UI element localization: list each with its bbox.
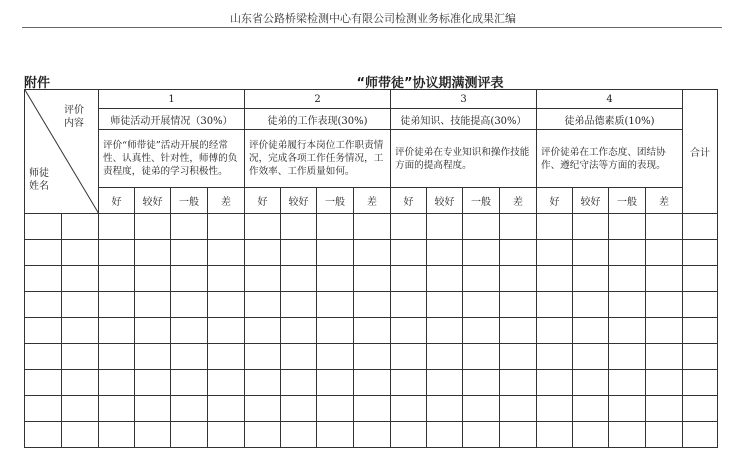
grade-good: 好 [245,188,281,214]
score-cell[interactable] [537,240,573,266]
score-cell[interactable] [171,396,208,422]
score-cell[interactable] [646,318,683,344]
score-cell[interactable] [646,240,683,266]
total-cell[interactable] [683,396,718,422]
score-cell[interactable] [646,422,683,448]
group-number: 1 [99,90,245,109]
score-cell[interactable] [354,240,391,266]
grade-good: 好 [537,188,573,214]
score-cell[interactable] [391,422,427,448]
score-cell[interactable] [135,370,171,396]
data-rows [25,214,718,448]
score-cell[interactable] [135,214,171,240]
total-cell[interactable] [683,292,718,318]
page-header: 山东省公路桥梁检测中心有限公司检测业务标准化成果汇编 [230,12,516,25]
mentor-name-cell[interactable] [25,214,62,240]
score-cell[interactable] [500,396,537,422]
diagonal-line [25,90,99,214]
score-cell[interactable] [391,396,427,422]
table-row [25,266,718,292]
apprentice-name-cell[interactable] [62,370,99,396]
table-row [25,422,718,448]
score-cell[interactable] [99,214,135,240]
score-cell[interactable] [391,318,427,344]
score-cell[interactable] [317,344,354,370]
score-cell[interactable] [317,318,354,344]
mentor-name-cell[interactable] [25,422,62,448]
total-cell[interactable] [683,214,718,240]
apprentice-name-cell[interactable] [62,292,99,318]
apprentice-name-cell[interactable] [62,214,99,240]
score-cell[interactable] [208,396,245,422]
score-cell[interactable] [463,240,500,266]
score-cell[interactable] [609,370,646,396]
score-cell[interactable] [646,266,683,292]
table-row [25,214,718,240]
grade-average: 一般 [317,188,354,214]
score-cell[interactable] [99,422,135,448]
score-cell[interactable] [573,344,609,370]
score-cell[interactable] [573,240,609,266]
score-cell[interactable] [245,240,281,266]
grade-poor: 差 [500,188,537,214]
score-cell[interactable] [245,292,281,318]
total-cell[interactable] [683,266,718,292]
score-cell[interactable] [427,240,463,266]
score-cell[interactable] [135,292,171,318]
score-cell[interactable] [99,344,135,370]
mentor-name-cell[interactable] [25,292,62,318]
score-cell[interactable] [463,292,500,318]
grade-good: 好 [99,188,135,214]
score-cell[interactable] [245,266,281,292]
score-cell[interactable] [171,370,208,396]
score-cell[interactable] [208,214,245,240]
score-cell[interactable] [500,344,537,370]
score-cell[interactable] [135,318,171,344]
score-cell[interactable] [609,318,646,344]
total-cell[interactable] [683,344,718,370]
score-cell[interactable] [500,318,537,344]
grade-poor: 差 [354,188,391,214]
corner-header-cell [25,90,99,214]
score-cell[interactable] [354,318,391,344]
score-cell[interactable] [281,396,317,422]
score-cell[interactable] [208,370,245,396]
score-cell[interactable] [537,422,573,448]
score-cell[interactable] [245,370,281,396]
group-description: 评价徒弟履行本岗位工作职责情况，完成各项工作任务情况，工作效率、工作质量如何。 [245,130,391,188]
score-cell[interactable] [281,292,317,318]
score-cell[interactable] [171,292,208,318]
score-cell[interactable] [135,344,171,370]
grade-poor: 差 [646,188,683,214]
score-cell[interactable] [500,370,537,396]
score-cell[interactable] [208,266,245,292]
grade-fairly-good: 较好 [427,188,463,214]
score-cell[interactable] [537,318,573,344]
score-cell[interactable] [573,396,609,422]
total-cell[interactable] [683,240,718,266]
score-cell[interactable] [281,422,317,448]
score-cell[interactable] [354,266,391,292]
mentor-name-cell[interactable] [25,396,62,422]
score-cell[interactable] [281,266,317,292]
score-cell[interactable] [391,214,427,240]
score-cell[interactable] [427,266,463,292]
score-cell[interactable] [391,370,427,396]
score-cell[interactable] [208,318,245,344]
score-cell[interactable] [500,240,537,266]
evaluation-content-label: 评价 内容 [64,105,84,129]
score-cell[interactable] [427,422,463,448]
score-cell[interactable] [317,396,354,422]
score-cell[interactable] [573,422,609,448]
form-title: “师带徒”协议期满测评表 [356,76,504,91]
score-cell[interactable] [354,422,391,448]
score-cell[interactable] [537,292,573,318]
table-row [25,318,718,344]
total-header: 合计 [683,90,718,214]
score-cell[interactable] [646,292,683,318]
score-cell[interactable] [245,318,281,344]
score-cell[interactable] [135,240,171,266]
score-cell[interactable] [354,214,391,240]
header-divider [22,27,722,28]
score-cell[interactable] [500,292,537,318]
score-cell[interactable] [500,266,537,292]
score-cell[interactable] [463,318,500,344]
table-row [25,370,718,396]
score-cell[interactable] [573,266,609,292]
score-cell[interactable] [646,370,683,396]
score-cell[interactable] [317,422,354,448]
mentor-name-cell[interactable] [25,266,62,292]
apprentice-name-cell[interactable] [62,240,99,266]
mentor-name-cell[interactable] [25,318,62,344]
score-cell[interactable] [609,266,646,292]
evaluation-table [24,89,718,448]
score-cell[interactable] [99,370,135,396]
group-name: 徒弟的工作表现(30%) [245,109,391,130]
score-cell[interactable] [463,344,500,370]
score-cell[interactable] [99,266,135,292]
score-cell[interactable] [135,396,171,422]
score-cell[interactable] [99,292,135,318]
score-cell[interactable] [99,396,135,422]
score-cell[interactable] [245,214,281,240]
score-cell[interactable] [391,240,427,266]
score-cell[interactable] [171,266,208,292]
score-cell[interactable] [573,370,609,396]
score-cell[interactable] [463,396,500,422]
grade-average: 一般 [171,188,208,214]
score-cell[interactable] [171,240,208,266]
score-cell[interactable] [500,214,537,240]
score-cell[interactable] [427,370,463,396]
grade-fairly-good: 较好 [573,188,609,214]
grade-poor: 差 [208,188,245,214]
table-row [25,292,718,318]
score-cell[interactable] [646,396,683,422]
score-cell[interactable] [573,292,609,318]
total-cell[interactable] [683,422,718,448]
score-cell[interactable] [281,344,317,370]
score-cell[interactable] [354,396,391,422]
score-cell[interactable] [281,318,317,344]
score-cell[interactable] [208,240,245,266]
score-cell[interactable] [208,344,245,370]
score-cell[interactable] [171,214,208,240]
score-cell[interactable] [281,214,317,240]
score-cell[interactable] [135,422,171,448]
score-cell[interactable] [427,214,463,240]
grade-average: 一般 [609,188,646,214]
group-description: 评价徒弟在工作态度、团结协作、遵纪守法等方面的表现。 [537,130,683,188]
table-row [25,344,718,370]
score-cell[interactable] [609,344,646,370]
score-cell[interactable] [609,422,646,448]
mentor-name-cell[interactable] [25,370,62,396]
score-cell[interactable] [317,240,354,266]
score-cell[interactable] [171,422,208,448]
score-cell[interactable] [646,214,683,240]
group-name: 师徒活动开展情况（30%） [99,109,245,130]
score-cell[interactable] [537,396,573,422]
score-cell[interactable] [171,344,208,370]
score-cell[interactable] [135,266,171,292]
grade-average: 一般 [463,188,500,214]
score-cell[interactable] [391,292,427,318]
score-cell[interactable] [391,266,427,292]
total-cell[interactable] [683,370,718,396]
score-cell[interactable] [609,396,646,422]
score-cell[interactable] [317,292,354,318]
group-number: 4 [537,90,683,109]
score-cell[interactable] [609,240,646,266]
apprentice-name-cell[interactable] [62,344,99,370]
group-number: 3 [391,90,537,109]
score-cell[interactable] [317,370,354,396]
score-cell[interactable] [354,344,391,370]
score-cell[interactable] [427,318,463,344]
score-cell[interactable] [427,396,463,422]
score-cell[interactable] [317,266,354,292]
score-cell[interactable] [354,292,391,318]
group-name: 徒弟品德素质(10%) [537,109,683,130]
apprentice-name-cell[interactable] [62,396,99,422]
score-cell[interactable] [537,266,573,292]
score-cell[interactable] [537,344,573,370]
group-description: 评价“师带徒”活动开展的经常性、认真性、针对性，师傅的负责程度，徒弟的学习积极性。 [99,130,245,188]
score-cell[interactable] [463,214,500,240]
group-name: 徒弟知识、技能提高(30%） [391,109,537,130]
score-cell[interactable] [245,396,281,422]
score-cell[interactable] [208,422,245,448]
score-cell[interactable] [463,266,500,292]
score-cell[interactable] [463,370,500,396]
score-cell[interactable] [171,318,208,344]
score-cell[interactable] [573,214,609,240]
score-cell[interactable] [427,344,463,370]
score-cell[interactable] [99,240,135,266]
score-cell[interactable] [245,422,281,448]
score-cell[interactable] [245,344,281,370]
score-cell[interactable] [208,292,245,318]
apprentice-name-cell[interactable] [62,318,99,344]
score-cell[interactable] [99,318,135,344]
grade-good: 好 [391,188,427,214]
score-cell[interactable] [463,422,500,448]
score-cell[interactable] [537,370,573,396]
table-row [25,396,718,422]
mentor-name-cell[interactable] [25,344,62,370]
grade-fairly-good: 较好 [135,188,171,214]
group-number: 2 [245,90,391,109]
score-cell[interactable] [573,318,609,344]
attachment-label: 附件 [24,76,51,91]
score-cell[interactable] [646,344,683,370]
mentor-name-label: 师徒 姓名 [29,168,49,192]
score-cell[interactable] [281,370,317,396]
score-cell[interactable] [317,214,354,240]
score-cell[interactable] [391,344,427,370]
score-cell[interactable] [354,370,391,396]
total-cell[interactable] [683,318,718,344]
score-cell[interactable] [500,422,537,448]
table-row [25,240,718,266]
score-cell[interactable] [609,292,646,318]
score-cell[interactable] [281,240,317,266]
score-cell[interactable] [537,214,573,240]
apprentice-name-cell[interactable] [62,422,99,448]
score-cell[interactable] [427,292,463,318]
grade-fairly-good: 较好 [281,188,317,214]
mentor-name-cell[interactable] [25,240,62,266]
score-cell[interactable] [609,214,646,240]
group-description: 评价徒弟在专业知识和操作技能方面的提高程度。 [391,130,537,188]
apprentice-name-cell[interactable] [62,266,99,292]
